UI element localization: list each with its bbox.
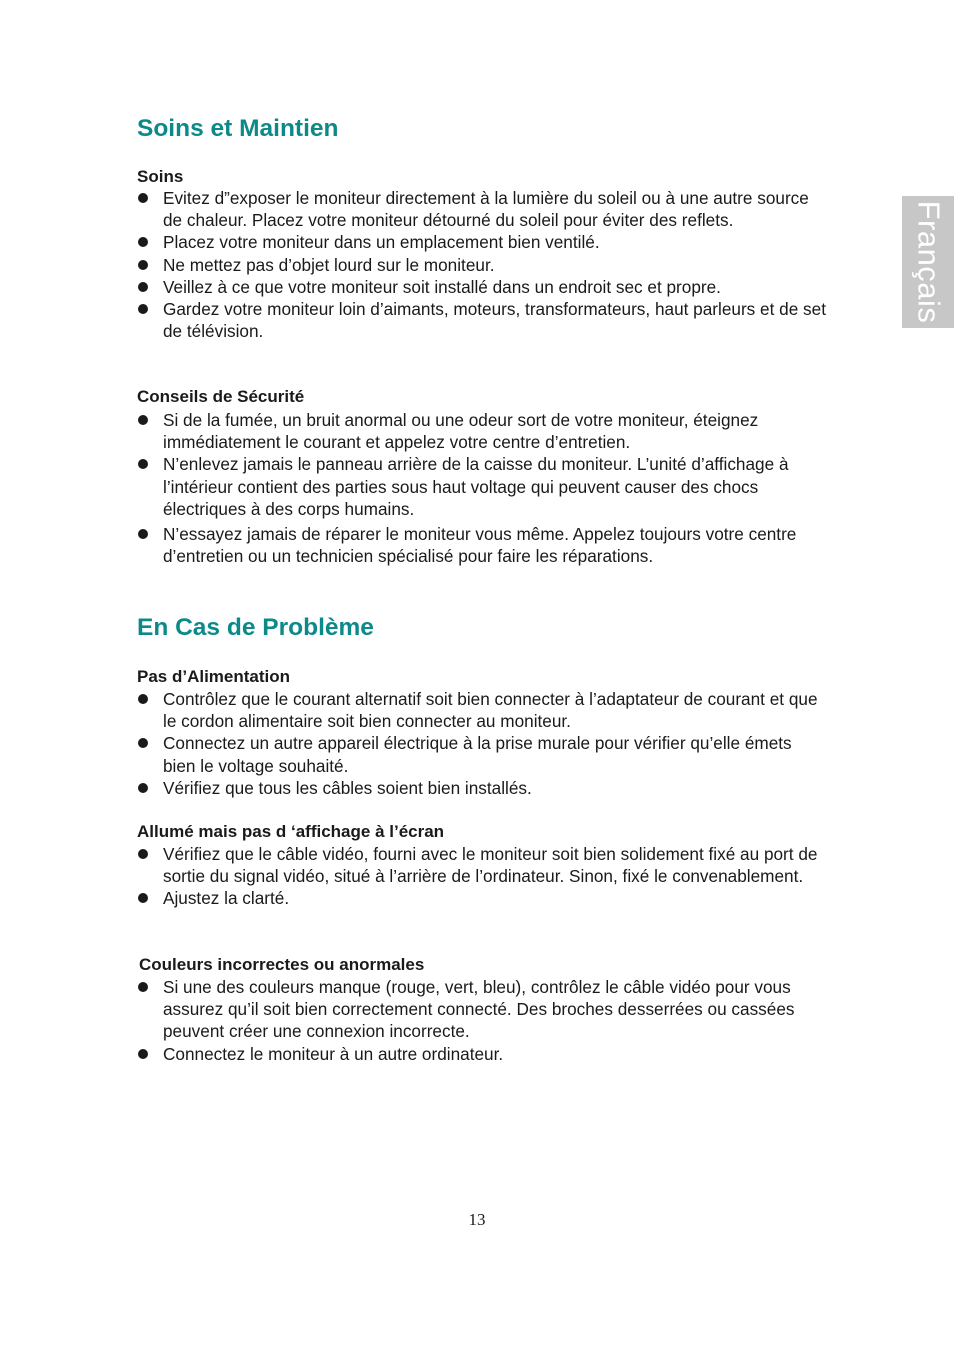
- list-item: Si une des couleurs manque (rouge, vert, bleu), contrôlez le câble vidéo pour vous assurez qu’il soit bien correctement connecté. Des broches desserrées ou cassées peuvent créer une connexion incorrecte.: [137, 976, 827, 1043]
- section-title-care-maintenance: Soins et Maintien: [137, 115, 339, 142]
- language-tab-label: Français: [911, 200, 946, 324]
- list-item: Placez votre moniteur dans un emplacement bien ventilé.: [137, 231, 827, 253]
- section-title-troubleshooting: En Cas de Problème: [137, 614, 374, 641]
- list-item: Ne mettez pas d’objet lourd sur le moniteur.: [137, 254, 827, 276]
- colors-list: [137, 976, 827, 1065]
- subheading-no-power: Pas d’Alimentation: [137, 667, 291, 686]
- list-item: Evitez d”exposer le moniteur directement à la lumière du soleil ou à une autre source de chaleur. Placez votre moniteur détourné du soleil pour éviter des reflets.: [137, 187, 827, 231]
- language-tab: [902, 196, 954, 328]
- subheading-no-display: Allumé mais pas d ‘affichage à l’écran: [137, 822, 445, 841]
- list-item: Gardez votre moniteur loin d’aimants, moteurs, transformateurs, haut parleurs et de set de télévision.: [137, 298, 827, 342]
- list-item: Si de la fumée, un bruit anormal ou une odeur sort de votre moniteur, éteignez immédiatement le courant et appelez votre centre d’entretien.: [137, 409, 827, 453]
- subheading-safety: Conseils de Sécurité: [137, 387, 305, 406]
- subheading-colors: Couleurs incorrectes ou anormales: [139, 955, 425, 974]
- list-item: Contrôlez que le courant alternatif soit bien connecter à l’adaptateur de courant et que le cordon alimentaire soit bien connecter au moniteur.: [137, 688, 827, 732]
- list-item: Veillez à ce que votre moniteur soit installé dans un endroit sec et propre.: [137, 276, 827, 298]
- no-power-list: [137, 688, 827, 799]
- no-display-list: [137, 843, 827, 910]
- list-item: Connectez le moniteur à un autre ordinateur.: [137, 1043, 827, 1065]
- list-item: Vérifiez que tous les câbles soient bien installés.: [137, 777, 827, 799]
- list-item: Ajustez la clarté.: [137, 887, 827, 909]
- list-item: N’essayez jamais de réparer le moniteur vous même. Appelez toujours votre centre d’entretien ou un technicien spécialisé pour faire les réparations.: [137, 523, 827, 567]
- page-number: 13: [468, 1210, 486, 1229]
- list-item: Connectez un autre appareil électrique à la prise murale pour vérifier qu’elle émets bien le voltage souhaité.: [137, 732, 827, 776]
- list-item: Vérifiez que le câble vidéo, fourni avec le moniteur soit bien solidement fixé au port de sortie du signal vidéo, situé à l’arrière de l’ordinateur. Sinon, fixé le convenablement.: [137, 843, 827, 887]
- subheading-care: Soins: [137, 167, 184, 186]
- care-list: [137, 187, 827, 342]
- list-item: N’enlevez jamais le panneau arrière de la caisse du moniteur. L’unité d’affichage à l’intérieur contient des parties sous haut voltage qui peuvent causer des chocs électriques à des corps humains.: [137, 453, 827, 520]
- safety-list: [137, 409, 827, 567]
